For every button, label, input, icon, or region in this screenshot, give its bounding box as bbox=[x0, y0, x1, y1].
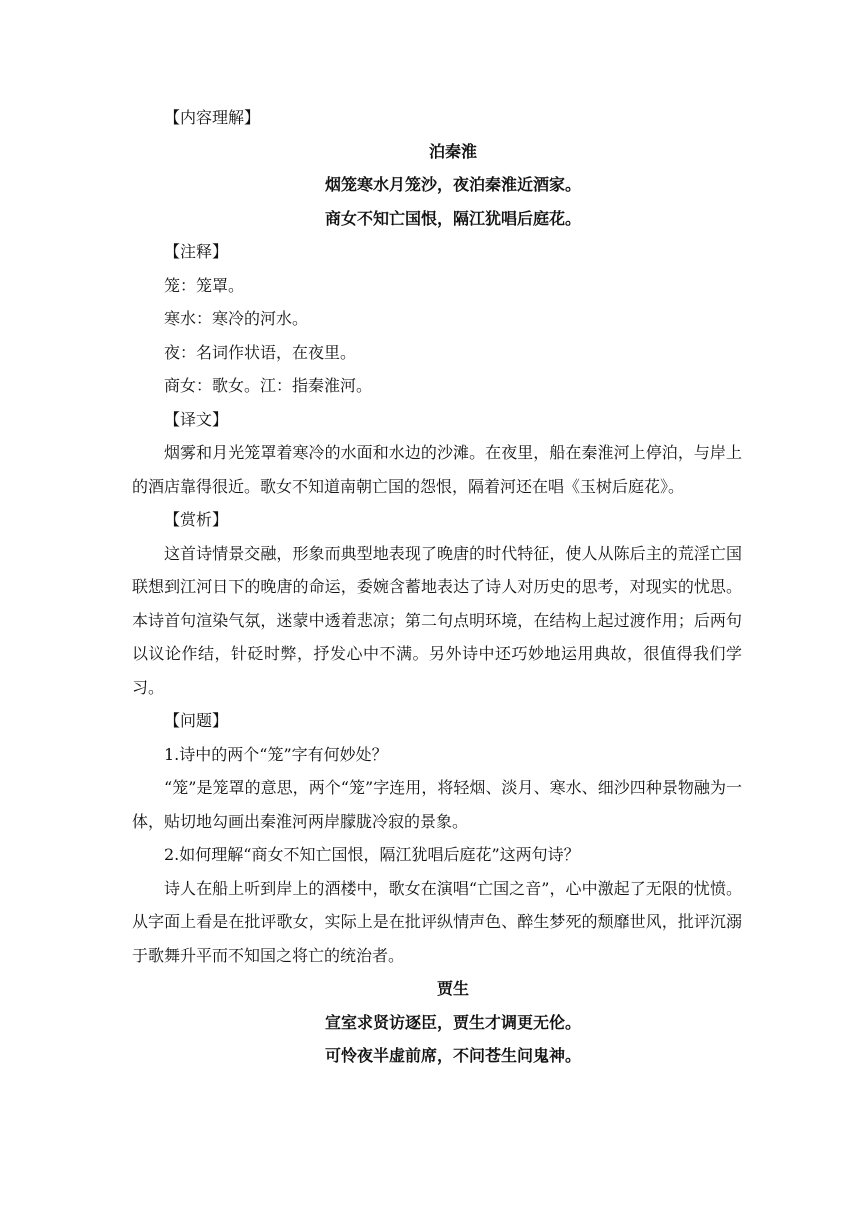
appreciation-paragraph: 这首诗情景交融，形象而典型地表现了晚唐的时代特征，使人从陈后主的荒淫亡国联想到江河日下的晚唐的命运，委婉含蓄地表达了诗人对历史的思考，对现实的忧思。本诗首句渲染气氛，迷蒙中透着悲凉；第二句点明环境，在结构上起过渡作用；后两句以议论作结，针砭时弊，抒发心中不满。另外诗中还巧妙地运用典故，很值得我们学习。 bbox=[132, 543, 742, 697]
note-item: 商女：歌女。江：指秦淮河。 bbox=[164, 376, 373, 395]
poem-title: 贾生 bbox=[436, 979, 469, 998]
translation-heading: 【译文】 bbox=[164, 409, 229, 429]
poem-verse: 宣室求贤访逐臣，贾生才调更无伦。 bbox=[324, 1012, 581, 1032]
question-2: 2.如何理解“商女不知亡国恨，隔江犹唱后庭花”这两句诗？ bbox=[164, 845, 580, 864]
poem-verse: 烟笼寒水月笼沙，夜泊秦淮近酒家。 bbox=[324, 175, 581, 194]
poem-title: 泊秦淮 bbox=[428, 141, 477, 161]
answer-1: “笼”是笼罩的意思，两个“笼”字连用，将轻烟、淡月、寒水、细沙四种景物融为一体，贴切地勾画出秦淮河两岸朦胧冷寂的景象。 bbox=[132, 778, 742, 831]
section-heading-content-understanding: 【内容理解】 bbox=[164, 108, 261, 127]
note-item: 夜：名词作状语，在夜里。 bbox=[164, 342, 357, 362]
note-item: 笼：笼罩。 bbox=[164, 275, 245, 295]
appreciation-heading: 【赏析】 bbox=[164, 510, 229, 529]
note-item: 寒水：寒冷的河水。 bbox=[164, 309, 309, 328]
notes-heading: 【注释】 bbox=[164, 242, 229, 261]
answer-2: 诗人在船上听到岸上的酒楼中，歌女在演唱“亡国之音”，心中激起了无限的忧愤。从字面上看是在批评歌女，实际上是在批评纵情声色、醉生梦死的颓靡世风，批评沉溺于歌舞升平而不知国之将亡的统治者。 bbox=[132, 878, 742, 965]
question-1: 1.诗中的两个“笼”字有何妙处？ bbox=[164, 744, 388, 764]
questions-heading: 【问题】 bbox=[164, 711, 229, 730]
poem-verse: 商女不知亡国恨，隔江犹唱后庭花。 bbox=[324, 208, 581, 228]
poem-verse: 可怜夜半虚前席，不问苍生问鬼神。 bbox=[324, 1046, 581, 1065]
translation-paragraph: 烟雾和月光笼罩着寒冷的水面和水边的沙滩。在夜里，船在秦淮河上停泊，与岸上的酒店靠得很近。歌女不知道南朝亡国的怨恨，隔着河还在唱《玉树后庭花》。 bbox=[132, 443, 742, 496]
document-content bbox=[132, 101, 742, 1073]
